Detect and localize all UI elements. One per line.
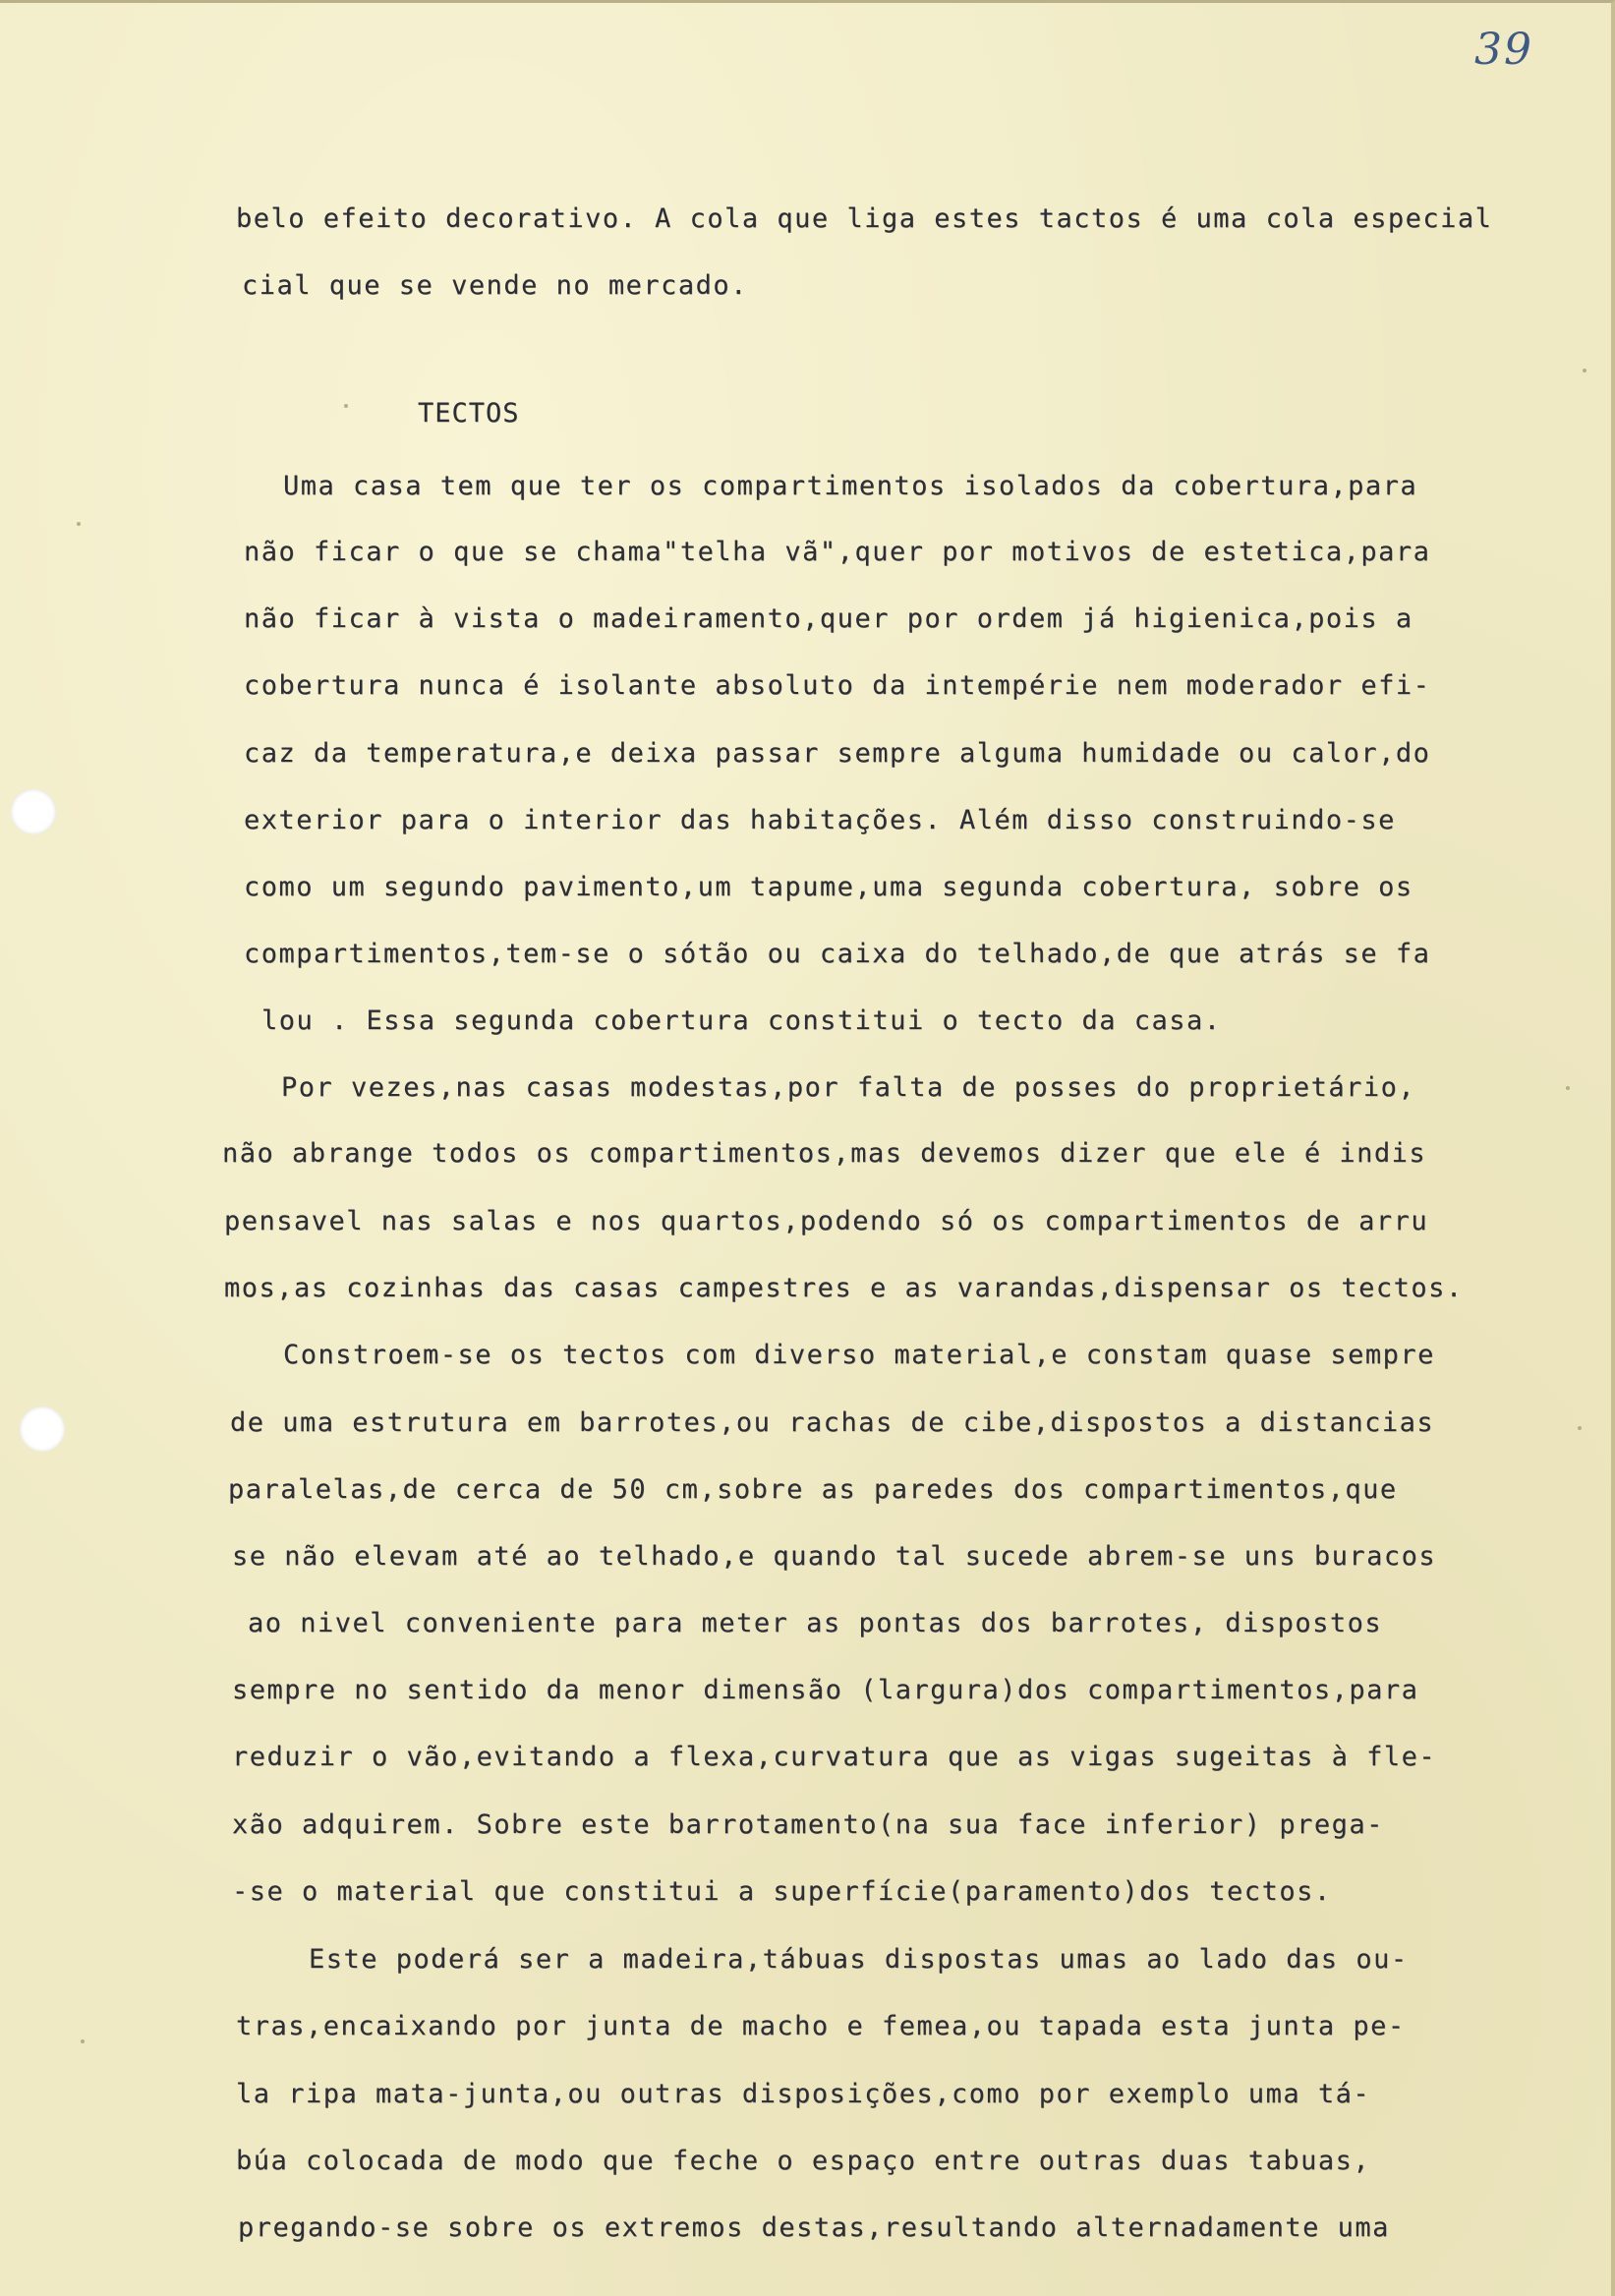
text-line: la ripa mata-junta,ou outras disposições,como por exemplo uma tá- (236, 2079, 1371, 2109)
text-line: como um segundo pavimento,um tapume,uma segunda cobertura, sobre os (244, 872, 1413, 902)
text-line: não ficar o que se chama"telha vã",quer por motivos de estetica,para (244, 537, 1431, 567)
text-line: lou . Essa segunda cobertura constitui o tecto da casa. (261, 1005, 1222, 1036)
paper-speck (1566, 1086, 1570, 1090)
section-heading: TECTOS (418, 398, 520, 429)
punch-hole-bottom (20, 1406, 65, 1452)
paper-speck (81, 2039, 85, 2043)
text-line: paralelas,de cerca de 50 cm,sobre as paredes dos compartimentos,que (228, 1474, 1398, 1505)
text-line: Constroem-se os tectos com diverso material,e constam quase sempre (283, 1340, 1435, 1370)
text-line: caz da temperatura,e deixa passar sempre alguma humidade ou calor,do (244, 738, 1431, 769)
text-line: compartimentos,tem-se o sótão ou caixa do telhado,de que atrás se fa (244, 939, 1431, 969)
text-line: se não elevam até ao telhado,e quando tal sucede abrem-se uns buracos (232, 1541, 1437, 1572)
text-line: reduzir o vão,evitando a flexa,curvatura que as vigas sugeitas à fle- (232, 1742, 1437, 1772)
text-line: -se o material que constitui a superfície(paramento)dos tectos. (232, 1876, 1332, 1907)
text-line: de uma estrutura em barrotes,ou rachas de cibe,dispostos a distancias (230, 1407, 1435, 1438)
text-line: pregando-se sobre os extremos destas,resultando alternadamente uma (238, 2212, 1390, 2243)
paper-speck (344, 404, 348, 408)
text-line: cial que se vende no mercado. (242, 270, 748, 301)
paper-speck (1583, 369, 1586, 373)
paper-speck (1578, 1426, 1582, 1430)
paper-speck (77, 522, 81, 526)
text-line: búa colocada de modo que feche o espaço entre outras duas tabuas, (236, 2146, 1371, 2176)
text-line: Por vezes,nas casas modestas,por falta de posses do proprietário, (281, 1072, 1416, 1103)
text-line: exterior para o interior das habitações. Além disso construindo-se (244, 805, 1396, 835)
text-line: pensavel nas salas e nos quartos,podendo só os compartimentos de arru (224, 1206, 1429, 1236)
text-line: xão adquirem. Sobre este barrotamento(na sua face inferior) prega- (232, 1809, 1384, 1840)
text-line: Este poderá ser a madeira,tábuas dispostas umas ao lado das ou- (309, 1944, 1409, 1975)
text-line: sempre no sentido da menor dimensão (largura)dos compartimentos,para (232, 1675, 1419, 1705)
text-line: ao nivel conveniente para meter as pontas dos barrotes, dispostos (248, 1608, 1383, 1638)
text-line: tras,encaixando por junta de macho e femea,ou tapada esta junta pe- (236, 2011, 1406, 2041)
text-line: cobertura nunca é isolante absoluto da intempérie nem moderador efi- (244, 670, 1431, 701)
page-number: 39 (1474, 25, 1533, 75)
text-line: não abrange todos os compartimentos,mas devemos dizer que ele é indis (222, 1138, 1427, 1169)
text-line: mos,as cozinhas das casas campestres e as varandas,dispensar os tectos. (224, 1273, 1464, 1303)
text-line: belo efeito decorativo. A cola que liga estes tactos é uma cola especial (236, 203, 1493, 234)
text-line: não ficar à vista o madeiramento,quer por ordem já higienica,pois a (244, 603, 1413, 634)
text-line: Uma casa tem que ter os compartimentos isolados da cobertura,para (283, 471, 1418, 501)
punch-hole-top (11, 789, 56, 834)
